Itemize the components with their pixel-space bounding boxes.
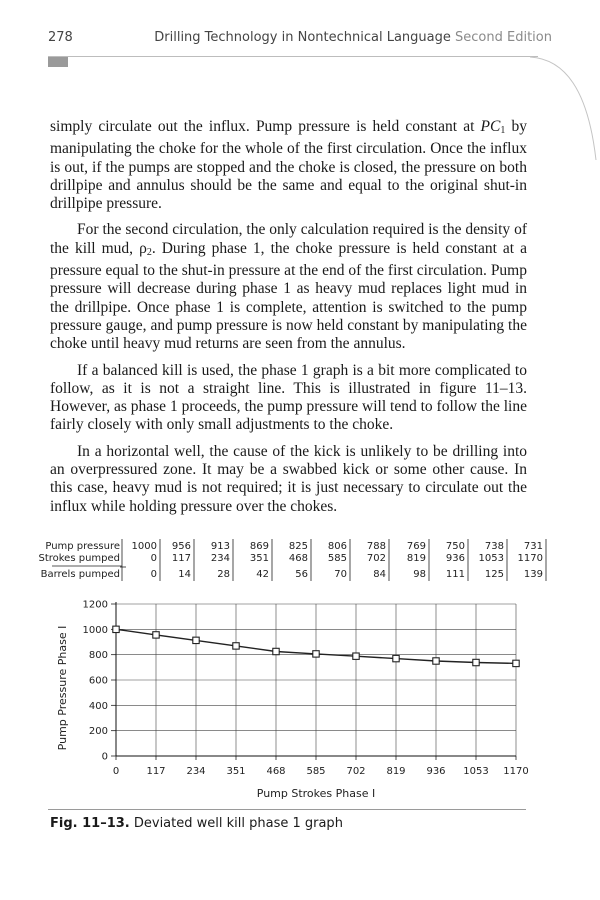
table-cell: 702	[366, 553, 386, 564]
table-cell: 825	[288, 541, 308, 552]
x-tick-label: 936	[426, 766, 446, 777]
y-tick-label: 1200	[82, 599, 108, 611]
text-run: by manipulating the choke for the whole of the first circulation. Once the influx is out, if the pumps are stopped and the choke is closed, the pressure on both drillpipe and annulus should be the same and equal to the original shut-in drillpipe pressure.	[50, 118, 527, 213]
data-point	[233, 643, 239, 649]
table-cell: 869	[249, 541, 269, 552]
subscript: 1	[500, 125, 506, 136]
data-point	[273, 648, 279, 654]
x-tick-label: 468	[266, 766, 286, 777]
y-axis-title: Pump Pressure Phase I	[56, 625, 69, 751]
table-cell: 70	[334, 569, 347, 580]
header-rule	[48, 56, 538, 57]
figure	[0, 536, 600, 836]
table-cell: 769	[406, 541, 426, 552]
table-cell: 788	[366, 541, 386, 552]
x-tick-label: 351	[226, 766, 246, 777]
table-row-label: Barrels pumped	[40, 569, 120, 580]
data-point	[393, 655, 399, 661]
paragraph	[50, 118, 527, 213]
table-cell: 750	[445, 541, 465, 552]
table-cell: 84	[373, 569, 386, 580]
table-cell: 0	[150, 553, 157, 564]
data-point	[353, 653, 359, 659]
table-cell: 738	[484, 541, 504, 552]
table-cell: 913	[210, 541, 230, 552]
figure-caption	[50, 816, 343, 831]
y-tick-label: 0	[101, 751, 108, 763]
caption-label: Fig. 11–13.	[50, 816, 130, 831]
x-tick-label: 702	[346, 766, 366, 777]
x-tick-label: 0	[112, 766, 120, 777]
y-tick-label: 400	[88, 700, 108, 712]
page-curl	[530, 55, 600, 165]
body-text	[50, 118, 527, 524]
table-cell: 1053	[478, 553, 504, 564]
x-tick-label: 117	[146, 766, 166, 777]
x-tick-label: 234	[186, 766, 206, 777]
subscript: 2	[146, 246, 152, 258]
data-point	[113, 626, 119, 632]
italic-text: PC	[480, 118, 501, 135]
x-tick-label: 1053	[463, 766, 489, 777]
text-run: . During phase 1, the choke pressure is held constant at a pressure equal to the shut-in pressure at the end of the first circulation. Pump pressure will decrease during phase 1 as heavy mud replaces light mud in the drillpipe. Once phase 1 is complete, attention is switched to the pump pressure gauge, and pump pressure is now held constant by manipulating the choke until heavy mud returns are seen from the annulus.	[50, 239, 527, 353]
table-cell: 819	[406, 553, 426, 564]
table-cell: 117	[171, 553, 191, 564]
table-cell: 14	[178, 569, 191, 580]
table-cell: 806	[327, 541, 347, 552]
x-tick-label: 1170	[503, 766, 529, 777]
table-cell: 139	[523, 569, 543, 580]
text-run: simply circulate out the influx. Pump pressure is held constant at	[50, 118, 481, 135]
table-row-label: Strokes pumped	[38, 553, 120, 564]
table-cell: 585	[327, 553, 347, 564]
text-run: For the second circulation, the only calculation required is the density of the kill mud, ρ	[50, 221, 527, 257]
kill-graph	[0, 536, 600, 816]
table-cell: 0	[150, 569, 157, 580]
data-point	[433, 658, 439, 664]
paragraph	[50, 221, 527, 353]
y-tick-label: 1000	[82, 624, 108, 636]
table-row-label: Pump pressure	[45, 541, 120, 552]
x-tick-label: 819	[386, 766, 406, 777]
data-point	[513, 660, 519, 666]
table-cell: 125	[484, 569, 504, 580]
table-cell: 56	[295, 569, 308, 580]
table-cell: 28	[217, 569, 230, 580]
book-title: Drilling Technology in Nontechnical Language	[154, 30, 451, 45]
table-cell: 351	[249, 553, 269, 564]
data-point	[473, 659, 479, 665]
running-head	[154, 30, 552, 45]
data-point	[193, 637, 199, 643]
table-cell: 98	[413, 569, 426, 580]
y-tick-label: 800	[88, 650, 108, 662]
data-point	[313, 651, 319, 657]
table-cell: 731	[523, 541, 543, 552]
y-tick-label: 200	[88, 726, 108, 738]
caption-rule	[48, 809, 526, 810]
table-cell: 956	[171, 541, 191, 552]
paragraph	[50, 362, 527, 435]
x-tick-label: 585	[306, 766, 326, 777]
table-cell: 936	[445, 553, 465, 564]
table-cell: 234	[210, 553, 230, 564]
page-number: 278	[48, 30, 73, 45]
table-cell: 111	[445, 569, 465, 580]
header-marker	[48, 57, 68, 67]
table-cell: 468	[288, 553, 308, 564]
caption-text: Deviated well kill phase 1 graph	[129, 816, 343, 831]
table-cell: 42	[256, 569, 269, 580]
paragraph	[50, 443, 527, 516]
table-cell: 1000	[131, 541, 157, 552]
text-run: If a balanced kill is used, the phase 1 graph is a bit more complicated to follow, as it is not a straight line. This is illustrated in figure 11–13. However, as phase 1 proceeds, the pump pressure will tend to follow the line fairly closely with only small adjustments to the choke.	[50, 361, 527, 434]
x-axis-title: Pump Strokes Phase I	[256, 787, 376, 800]
data-point	[153, 632, 159, 638]
text-run: In a horizontal well, the cause of the kick is unlikely to be drilling into an overpressured zone. It may be a swabbed kick or some other cause. In this case, heavy mud is not required; it is just necessary to circulate out the influx while holding pressure over the chokes.	[50, 442, 527, 515]
table-cell: 1170	[517, 553, 543, 564]
y-tick-label: 600	[88, 675, 108, 687]
book-edition: Second Edition	[455, 30, 552, 45]
